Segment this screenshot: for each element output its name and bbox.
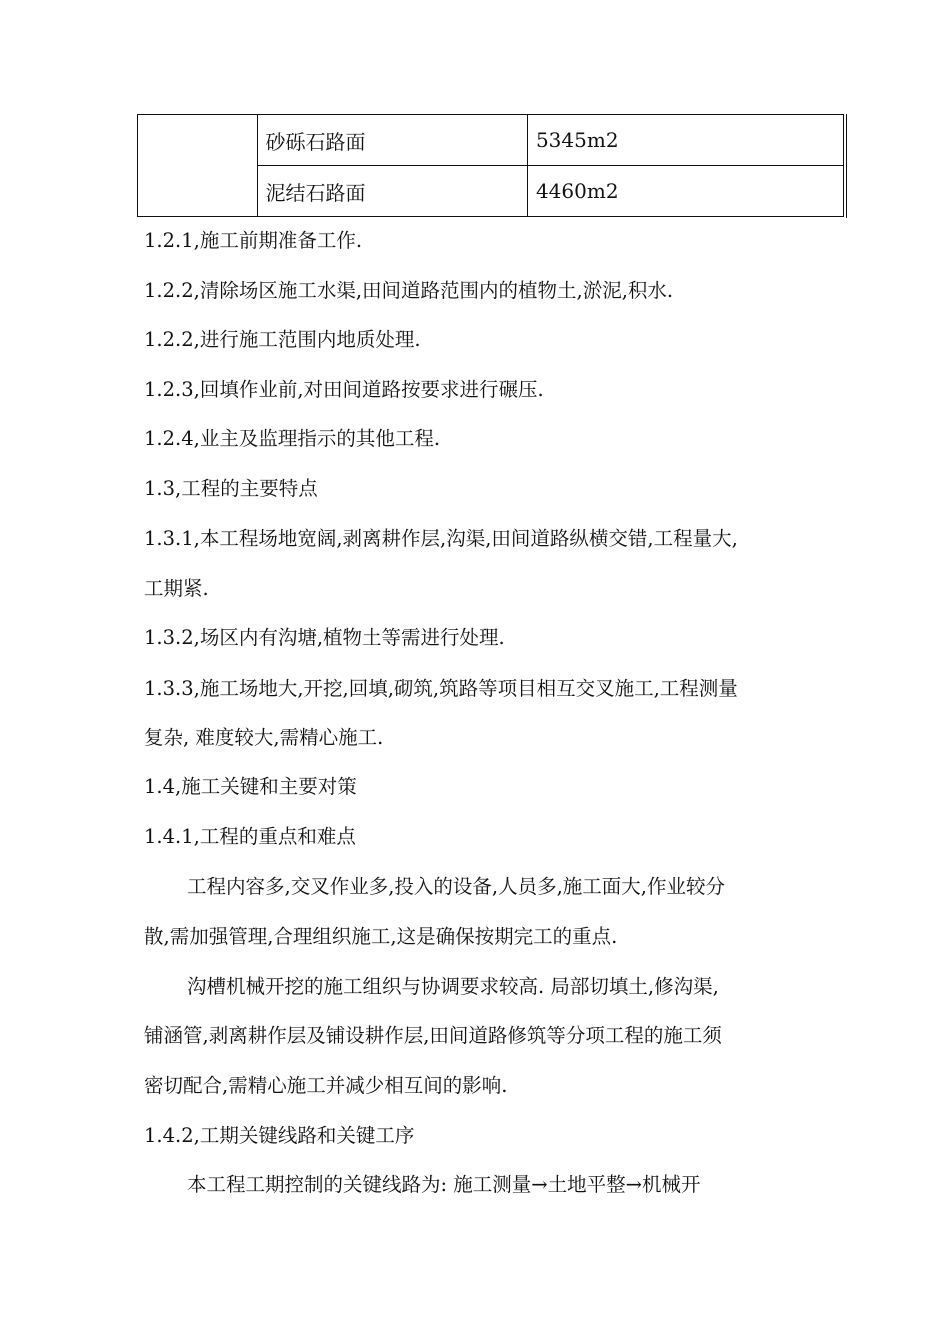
section-1-2-2-geology: 1.2.2,进行施工范围内地质处理. xyxy=(144,328,421,351)
paragraph-trench: 沟槽机械开挖的施工组织与协调要求较高. 局部切填土,修沟渠, xyxy=(187,975,719,998)
table-cell-value: 4460m2 xyxy=(527,166,843,217)
section-1-3-1: 1.3.1,本工程场地宽阔,剥离耕作层,沟渠,田间道路纵横交错,工程量大, xyxy=(144,527,738,550)
paragraph-key-points-cont: 散,需加强管理,合理组织施工,这是确保按期完工的重点. xyxy=(144,925,618,948)
heading-1-3: 1.3,工程的主要特点 xyxy=(144,477,318,500)
quantity-table xyxy=(137,114,844,217)
section-1-2-3: 1.2.3,回填作业前,对田间道路按要求进行碾压. xyxy=(144,378,544,401)
section-1-2-1: 1.2.1,施工前期准备工作. xyxy=(144,229,363,252)
section-1-3-1-cont: 工期紧. xyxy=(144,577,209,600)
section-1-2-4: 1.2.4,业主及监理指示的其他工程. xyxy=(144,427,441,450)
section-1-3-3-cont: 复杂, 难度较大,需精心施工. xyxy=(144,726,384,749)
heading-1-4: 1.4,施工关键和主要对策 xyxy=(144,775,357,798)
section-1-2-2-clearing: 1.2.2,清除场区施工水渠,田间道路范围内的植物土,淤泥,积水. xyxy=(144,279,674,302)
table-cell-name: 砂砾石路面 xyxy=(257,115,527,166)
paragraph-critical-path: 本工程工期控制的关键线路为: 施工测量→土地平整→机械开 xyxy=(187,1173,701,1196)
section-1-3-2: 1.3.2,场区内有沟塘,植物土等需进行处理. xyxy=(144,626,505,649)
paragraph-trench-cont-1: 铺涵管,剥离耕作层及铺设耕作层,田间道路修筑等分项工程的施工须 xyxy=(144,1024,722,1047)
table-cell-name: 泥结石路面 xyxy=(257,166,527,217)
table-row xyxy=(138,115,844,166)
heading-1-4-2: 1.4.2,工期关键线路和关键工序 xyxy=(144,1124,415,1147)
heading-1-4-1: 1.4.1,工程的重点和难点 xyxy=(144,825,356,848)
table-merged-cell xyxy=(138,115,258,217)
table-double-border xyxy=(846,114,847,218)
table-cell-value: 5345m2 xyxy=(527,115,843,166)
paragraph-trench-cont-2: 密切配合,需精心施工并减少相互间的影响. xyxy=(144,1074,508,1097)
section-1-3-3: 1.3.3,施工场地大,开挖,回填,砌筑,筑路等项目相互交叉施工,工程测量 xyxy=(144,677,738,700)
paragraph-key-points: 工程内容多,交叉作业多,投入的设备,人员多,施工面大,作业较分 xyxy=(187,875,725,898)
